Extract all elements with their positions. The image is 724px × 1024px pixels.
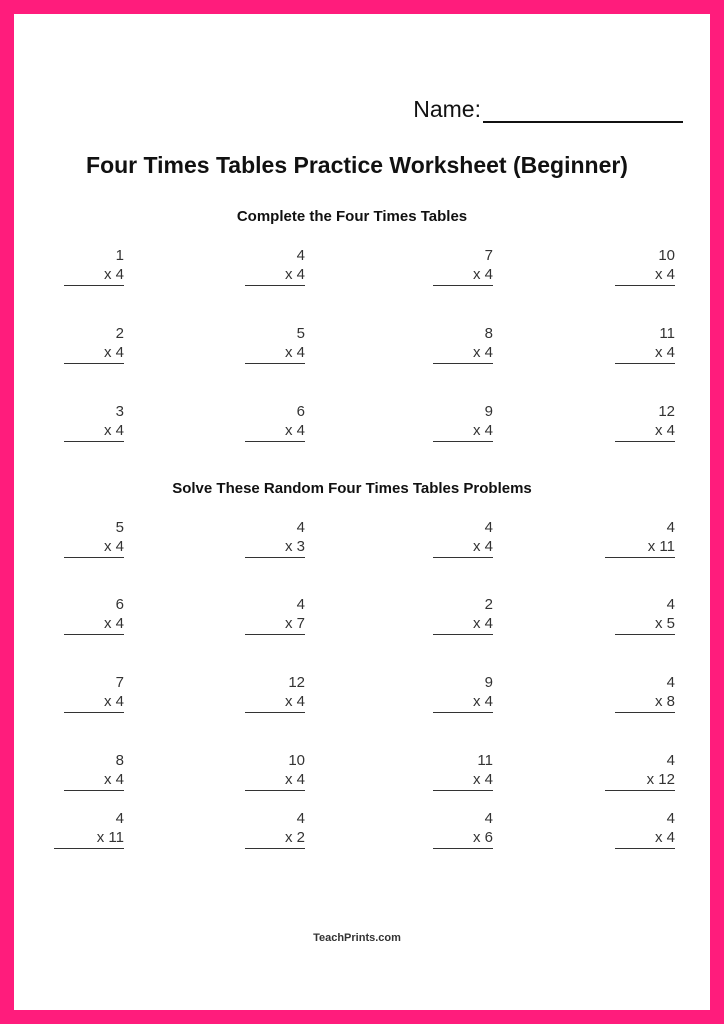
problem-multiplier: x 4 [284,693,305,710]
problem-top-number: 8 [115,752,124,769]
math-problem [605,325,675,369]
math-problem [605,810,675,854]
math-problem [423,810,493,854]
problem-multiplier: x 4 [472,615,493,632]
answer-line[interactable] [64,557,124,558]
problem-multiplier: x 4 [103,771,124,788]
answer-line[interactable] [245,557,305,558]
problem-multiplier: x 7 [284,615,305,632]
answer-line[interactable] [245,441,305,442]
problem-top-number: 10 [658,247,675,264]
problem-multiplier: x 11 [647,538,675,555]
problem-multiplier: x 2 [284,829,305,846]
problem-top-number: 4 [296,596,305,613]
answer-line[interactable] [64,712,124,713]
math-problem [235,752,305,796]
math-problem [54,596,124,640]
math-problem [605,403,675,447]
name-blank-line[interactable] [483,97,683,123]
problem-multiplier: x 8 [654,693,675,710]
answer-line[interactable] [615,363,675,364]
problem-multiplier: x 4 [472,771,493,788]
math-problem [235,247,305,291]
problem-top-number: 4 [296,810,305,827]
answer-line[interactable] [64,441,124,442]
math-problem [235,596,305,640]
problem-top-number: 9 [484,403,493,420]
section1-title: Complete the Four Times Tables [236,208,468,225]
answer-line[interactable] [615,712,675,713]
math-problem [54,247,124,291]
problem-top-number: 2 [115,325,124,342]
problem-multiplier: x 4 [284,344,305,361]
problem-top-number: 9 [484,674,493,691]
problem-multiplier: x 4 [103,615,124,632]
problem-top-number: 1 [115,247,124,264]
problem-top-number: 4 [296,247,305,264]
problem-top-number: 8 [484,325,493,342]
math-problem [423,403,493,447]
answer-line[interactable] [64,285,124,286]
problem-multiplier: x 12 [646,771,675,788]
problem-multiplier: x 4 [284,771,305,788]
name-field [413,96,683,123]
answer-line[interactable] [245,285,305,286]
footer-credit: TeachPrints.com [313,932,401,944]
worksheet-page [14,14,710,1010]
answer-line[interactable] [64,634,124,635]
answer-line[interactable] [64,790,124,791]
name-label: Name: [413,96,481,122]
answer-line[interactable] [433,557,493,558]
answer-line[interactable] [433,712,493,713]
problem-multiplier: x 4 [472,422,493,439]
problem-top-number: 12 [288,674,305,691]
answer-line[interactable] [64,363,124,364]
problem-top-number: 4 [296,519,305,536]
problem-top-number: 11 [477,752,493,769]
math-problem [54,519,124,563]
answer-line[interactable] [245,363,305,364]
answer-line[interactable] [605,557,675,558]
problem-top-number: 4 [484,810,493,827]
math-problem [423,325,493,369]
problem-multiplier: x 4 [654,344,675,361]
answer-line[interactable] [433,441,493,442]
math-problem [605,519,675,563]
answer-line[interactable] [433,848,493,849]
answer-line[interactable] [433,790,493,791]
problem-multiplier: x 5 [654,615,675,632]
problem-top-number: 10 [288,752,305,769]
problem-multiplier: x 11 [96,829,124,846]
problem-top-number: 2 [484,596,493,613]
math-problem [235,674,305,718]
math-problem [605,247,675,291]
problem-top-number: 5 [115,519,124,536]
problem-top-number: 4 [666,519,675,536]
problem-multiplier: x 3 [284,538,305,555]
problem-top-number: 7 [484,247,493,264]
math-problem [235,810,305,854]
problem-multiplier: x 4 [472,538,493,555]
math-problem [605,752,675,796]
problem-multiplier: x 6 [472,829,493,846]
problem-top-number: 4 [666,752,675,769]
answer-line[interactable] [433,634,493,635]
answer-line[interactable] [433,285,493,286]
problem-top-number: 6 [115,596,124,613]
page-title: Four Times Tables Practice Worksheet (Beginner) [86,152,628,178]
math-problem [235,403,305,447]
answer-line[interactable] [245,634,305,635]
problem-top-number: 5 [296,325,305,342]
math-problem [423,247,493,291]
problem-multiplier: x 4 [103,693,124,710]
problem-top-number: 4 [484,519,493,536]
problem-multiplier: x 4 [103,344,124,361]
problem-multiplier: x 4 [654,829,675,846]
problem-top-number: 6 [296,403,305,420]
math-problem [605,596,675,640]
answer-line[interactable] [54,848,124,849]
answer-line[interactable] [245,790,305,791]
problem-multiplier: x 4 [103,266,124,283]
problem-top-number: 7 [115,674,124,691]
answer-line[interactable] [615,634,675,635]
problem-multiplier: x 4 [103,422,124,439]
problem-multiplier: x 4 [472,693,493,710]
problem-multiplier: x 4 [472,266,493,283]
math-problem [54,752,124,796]
math-problem [235,325,305,369]
math-problem [235,519,305,563]
problem-top-number: 4 [115,810,124,827]
answer-line[interactable] [245,848,305,849]
math-problem [423,752,493,796]
problem-top-number: 4 [666,596,675,613]
problem-top-number: 12 [658,403,675,420]
math-problem [54,810,124,854]
answer-line[interactable] [615,285,675,286]
problem-top-number: 11 [659,325,675,342]
math-problem [423,674,493,718]
problem-multiplier: x 4 [284,422,305,439]
math-problem [605,674,675,718]
math-problem [423,519,493,563]
math-problem [423,596,493,640]
problem-top-number: 3 [115,403,124,420]
problem-top-number: 4 [666,674,675,691]
problem-top-number: 4 [666,810,675,827]
answer-line[interactable] [615,848,675,849]
problem-multiplier: x 4 [284,266,305,283]
problem-multiplier: x 4 [654,422,675,439]
answer-line[interactable] [433,363,493,364]
math-problem [54,403,124,447]
math-problem [54,674,124,718]
problem-multiplier: x 4 [103,538,124,555]
section2-title: Solve These Random Four Times Tables Problems [172,480,532,497]
answer-line[interactable] [245,712,305,713]
answer-line[interactable] [615,441,675,442]
problem-multiplier: x 4 [472,344,493,361]
problem-multiplier: x 4 [654,266,675,283]
answer-line[interactable] [605,790,675,791]
math-problem [54,325,124,369]
